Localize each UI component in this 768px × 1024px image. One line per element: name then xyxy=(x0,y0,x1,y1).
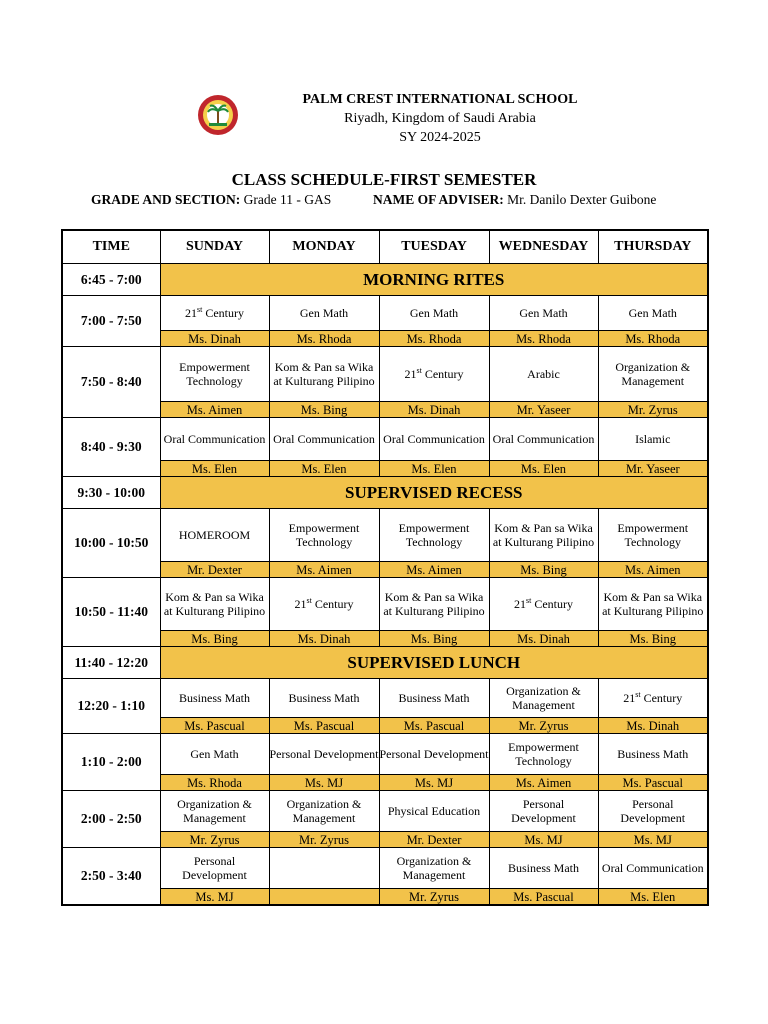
teacher-cell: Ms. Aimen xyxy=(379,562,489,578)
subject-cell: Personal Development xyxy=(598,791,708,832)
teacher-cell: Mr. Zyrus xyxy=(269,832,379,848)
schedule-body xyxy=(62,264,708,906)
teacher-cell: Ms. Dinah xyxy=(598,718,708,734)
time-cell: 10:50 - 11:40 xyxy=(62,578,160,647)
subject-cell: Oral Communication xyxy=(598,848,708,889)
time-cell: 9:30 - 10:00 xyxy=(62,477,160,509)
subject-cell: Empowerment Technology xyxy=(489,734,598,775)
teacher-cell: Ms. Pascual xyxy=(269,718,379,734)
subject-cell: 21st Century xyxy=(598,679,708,718)
teacher-cell: Ms. Elen xyxy=(598,889,708,906)
teacher-cell: Mr. Dexter xyxy=(379,832,489,848)
subject-cell: Gen Math xyxy=(379,296,489,331)
adviser-label: NAME OF ADVISER: xyxy=(373,192,504,207)
subject-cell: Gen Math xyxy=(598,296,708,331)
header-cell: MONDAY xyxy=(269,230,379,264)
subject-row xyxy=(62,679,708,718)
teacher-cell xyxy=(269,889,379,906)
subject-cell: Personal Development xyxy=(489,791,598,832)
teacher-cell: Mr. Zyrus xyxy=(598,402,708,418)
subject-cell: Organization & Management xyxy=(598,347,708,402)
subject-cell: Organization & Management xyxy=(489,679,598,718)
teacher-cell: Ms. MJ xyxy=(269,775,379,791)
subject-row xyxy=(62,347,708,402)
banner-row xyxy=(62,477,708,509)
teacher-cell: Ms. Dinah xyxy=(160,331,269,347)
teacher-cell: Ms. MJ xyxy=(598,832,708,848)
subject-cell: Business Math xyxy=(379,679,489,718)
subject-cell: Gen Math xyxy=(269,296,379,331)
grade-label: GRADE AND SECTION: xyxy=(91,192,241,207)
school-location: Riyadh, Kingdom of Saudi Arabia xyxy=(344,111,536,126)
time-cell: 10:00 - 10:50 xyxy=(62,509,160,578)
subject-cell: 21st Century xyxy=(160,296,269,331)
teacher-cell: Ms. Elen xyxy=(160,461,269,477)
banner-cell: MORNING RITES xyxy=(160,264,708,296)
teacher-cell: Ms. Aimen xyxy=(160,402,269,418)
teacher-cell: Ms. Rhoda xyxy=(598,331,708,347)
subject-row xyxy=(62,296,708,331)
subject-cell: 21st Century xyxy=(269,578,379,631)
subject-cell: Oral Communication xyxy=(160,418,269,461)
subject-cell: Business Math xyxy=(489,848,598,889)
adviser-value: Mr. Danilo Dexter Guibone xyxy=(507,192,657,207)
teacher-cell: Mr. Zyrus xyxy=(160,832,269,848)
banner-row xyxy=(62,264,708,296)
school-name: PALM CREST INTERNATIONAL SCHOOL xyxy=(302,92,578,107)
teacher-cell: Ms. MJ xyxy=(160,889,269,906)
teacher-cell: Mr. Zyrus xyxy=(489,718,598,734)
subject-row xyxy=(62,791,708,832)
subject-cell xyxy=(269,848,379,889)
subject-cell: Kom & Pan sa Wika at Kulturang Pilipino xyxy=(269,347,379,402)
subject-cell: Organization & Management xyxy=(160,791,269,832)
subject-cell: Empowerment Technology xyxy=(160,347,269,402)
subject-cell: Organization & Management xyxy=(269,791,379,832)
header-cell: THURSDAY xyxy=(598,230,708,264)
subject-cell: Personal Development xyxy=(269,734,379,775)
teacher-cell: Ms. Pascual xyxy=(598,775,708,791)
subject-row xyxy=(62,734,708,775)
teacher-cell: Ms. Aimen xyxy=(269,562,379,578)
teacher-cell: Ms. Dinah xyxy=(489,631,598,647)
subject-cell: Oral Communication xyxy=(379,418,489,461)
subject-cell: Kom & Pan sa Wika at Kulturang Pilipino xyxy=(160,578,269,631)
teacher-cell: Mr. Zyrus xyxy=(379,889,489,906)
school-year: SY 2024-2025 xyxy=(399,130,481,145)
teacher-cell: Mr. Yaseer xyxy=(598,461,708,477)
subject-cell: Personal Development xyxy=(379,734,489,775)
teacher-cell: Ms. Bing xyxy=(160,631,269,647)
teacher-cell: Ms. MJ xyxy=(379,775,489,791)
school-header xyxy=(0,90,768,150)
time-cell: 2:50 - 3:40 xyxy=(62,848,160,906)
teacher-cell: Ms. Bing xyxy=(379,631,489,647)
subject-cell: Business Math xyxy=(160,679,269,718)
teacher-cell: Ms. Bing xyxy=(598,631,708,647)
subject-row xyxy=(62,509,708,562)
subject-cell: Empowerment Technology xyxy=(598,509,708,562)
time-cell: 1:10 - 2:00 xyxy=(62,734,160,791)
subject-cell: Oral Communication xyxy=(489,418,598,461)
header-cell: TIME xyxy=(62,230,160,264)
time-cell: 11:40 - 12:20 xyxy=(62,647,160,679)
time-cell: 6:45 - 7:00 xyxy=(62,264,160,296)
header-cell: SUNDAY xyxy=(160,230,269,264)
header-row xyxy=(62,230,708,264)
subject-cell: Business Math xyxy=(269,679,379,718)
grade-section xyxy=(91,192,331,208)
subject-cell: Oral Communication xyxy=(269,418,379,461)
page-title: CLASS SCHEDULE-FIRST SEMESTER xyxy=(231,170,537,189)
teacher-cell: Ms. Bing xyxy=(489,562,598,578)
subject-cell: HOMEROOM xyxy=(160,509,269,562)
teacher-cell: Mr. Dexter xyxy=(160,562,269,578)
banner-cell: SUPERVISED LUNCH xyxy=(160,647,708,679)
subject-cell: 21st Century xyxy=(379,347,489,402)
teacher-cell: Ms. Rhoda xyxy=(269,331,379,347)
banner-row xyxy=(62,647,708,679)
teacher-cell: Ms. Rhoda xyxy=(489,331,598,347)
teacher-cell: Ms. Pascual xyxy=(379,718,489,734)
subject-cell: Gen Math xyxy=(489,296,598,331)
teacher-cell: Ms. Rhoda xyxy=(379,331,489,347)
subject-cell: 21st Century xyxy=(489,578,598,631)
subject-cell: Arabic xyxy=(489,347,598,402)
header-cell: TUESDAY xyxy=(379,230,489,264)
teacher-cell: Ms. Dinah xyxy=(379,402,489,418)
teacher-cell: Ms. Elen xyxy=(489,461,598,477)
teacher-cell: Ms. MJ xyxy=(489,832,598,848)
subject-cell: Gen Math xyxy=(160,734,269,775)
header-cell: WEDNESDAY xyxy=(489,230,598,264)
teacher-cell: Ms. Pascual xyxy=(489,889,598,906)
subject-cell: Empowerment Technology xyxy=(269,509,379,562)
subject-cell: Islamic xyxy=(598,418,708,461)
subject-cell: Kom & Pan sa Wika at Kulturang Pilipino xyxy=(489,509,598,562)
time-cell: 7:00 - 7:50 xyxy=(62,296,160,347)
subject-cell: Physical Education xyxy=(379,791,489,832)
schedule-table xyxy=(61,229,709,906)
time-cell: 7:50 - 8:40 xyxy=(62,347,160,418)
subject-cell: Business Math xyxy=(598,734,708,775)
subject-row xyxy=(62,848,708,889)
subject-cell: Kom & Pan sa Wika at Kulturang Pilipino xyxy=(598,578,708,631)
subject-row xyxy=(62,418,708,461)
teacher-cell: Ms. Aimen xyxy=(489,775,598,791)
teacher-cell: Ms. Bing xyxy=(269,402,379,418)
subject-cell: Empowerment Technology xyxy=(379,509,489,562)
teacher-cell: Ms. Dinah xyxy=(269,631,379,647)
time-cell: 8:40 - 9:30 xyxy=(62,418,160,477)
teacher-cell: Ms. Rhoda xyxy=(160,775,269,791)
subject-cell: Kom & Pan sa Wika at Kulturang Pilipino xyxy=(379,578,489,631)
subject-cell: Personal Development xyxy=(160,848,269,889)
subject-cell: Organization & Management xyxy=(379,848,489,889)
teacher-cell: Ms. Elen xyxy=(269,461,379,477)
teacher-cell: Ms. Elen xyxy=(379,461,489,477)
teacher-cell: Ms. Pascual xyxy=(160,718,269,734)
grade-value: Grade 11 - GAS xyxy=(243,192,332,207)
time-cell: 12:20 - 1:10 xyxy=(62,679,160,734)
time-cell: 2:00 - 2:50 xyxy=(62,791,160,848)
teacher-cell: Ms. Aimen xyxy=(598,562,708,578)
adviser xyxy=(373,192,656,208)
teacher-cell: Mr. Yaseer xyxy=(489,402,598,418)
subject-row xyxy=(62,578,708,631)
banner-cell: SUPERVISED RECESS xyxy=(160,477,708,509)
